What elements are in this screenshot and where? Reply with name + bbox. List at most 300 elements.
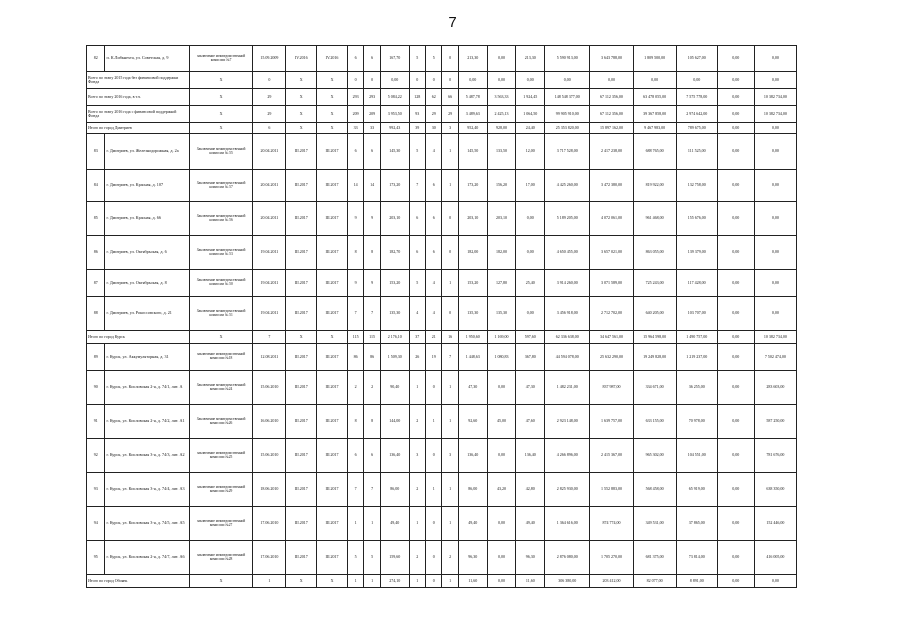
actual-date-cell: III.2017 [317,236,348,270]
value-cell: 1 [409,371,425,405]
page-number: 7 [448,14,457,31]
value-cell: 67 112 356,00 [590,89,633,106]
value-cell: 24,40 [516,123,545,134]
value-cell: 6 [426,170,442,202]
value-cell: 0,00 [717,541,754,575]
value-cell: 1 924,45 [516,89,545,106]
value-cell: 6 [409,236,425,270]
actual-date-cell: III.2017 [317,541,348,575]
planned-date-cell: III.2017 [286,170,317,202]
value-cell: 5 [409,134,425,170]
row-number-cell: 86 [87,236,105,270]
address-cell: г. Дмитриев, ул. Красная, д. 107 [105,170,189,202]
planned-date-cell: III.2017 [286,507,317,541]
table-row [87,507,797,541]
subtotal-row [87,331,797,344]
value-cell: 8 [347,405,363,439]
value-cell: 0,00 [717,134,754,170]
value-cell: 7 [364,297,380,331]
table-row [87,134,797,170]
value-cell: 3 717 528,00 [545,134,590,170]
value-cell: 145,50 [458,134,487,170]
value-cell: 82 077,00 [633,575,676,588]
subtotal-label-cell: Итого по город Обоянь [87,575,190,588]
value-cell: 0,00 [717,405,754,439]
address-cell: г. Дмитриев, ул. Октябрьская, д. 6 [105,236,189,270]
table-row [87,236,797,270]
value-cell: 2 [409,541,425,575]
value-cell: 293 [364,89,380,106]
table-row [87,371,797,405]
value-cell: 3 914 260,00 [545,270,590,297]
value-cell: 104 551,00 [676,439,717,473]
value-cell: 0,00 [754,46,796,72]
row-number-cell: 90 [87,371,105,405]
recognition-date-cell: 19.04.2011 [253,236,286,270]
value-cell: 152 446,00 [754,507,796,541]
value-cell: 5 084,22 [380,89,409,106]
value-cell: 0 [442,202,458,236]
value-cell: 7 [442,344,458,371]
recognition-date-cell: 16.06.2010 [253,405,286,439]
value-cell: 9 467 983,00 [633,123,676,134]
marker-cell: X [189,123,253,134]
row-number-cell: 82 [87,46,105,72]
value-cell: 274,10 [380,575,409,588]
value-cell: 39 [409,123,425,134]
value-cell: 0,00 [487,46,516,72]
value-cell: 70 978,00 [676,405,717,439]
value-cell: 47,30 [516,371,545,405]
value-cell: 293 [347,89,363,106]
row-number-cell: 95 [87,541,105,575]
table-row [87,170,797,202]
value-cell: 0,00 [516,202,545,236]
planned-date-cell: III.2017 [286,236,317,270]
value-cell: 36 255,00 [676,371,717,405]
value-cell: 0,00 [458,72,487,89]
document-cell: Заключение межведомственной комиссии № 51 [189,297,253,331]
value-cell: 1 639 757,00 [590,405,633,439]
value-cell: 0 [426,439,442,473]
value-cell: 92,60 [458,405,487,439]
value-cell: 2 974 642,00 [676,106,717,123]
value-cell: 6 [364,46,380,72]
value-cell: 1 490 757,00 [676,331,717,344]
value-cell: 11,60 [458,575,487,588]
value-cell: 9 [364,270,380,297]
value-cell: 5 590 913,00 [545,46,590,72]
value-cell: 49,40 [380,507,409,541]
value-cell: 47,60 [516,405,545,439]
recognition-date-cell: 20.04.2011 [253,202,286,236]
value-cell: 367,80 [516,344,545,371]
value-cell: 0,00 [717,236,754,270]
value-cell: 153,20 [380,270,409,297]
value-cell: 1 [442,371,458,405]
value-cell: 8 [364,236,380,270]
planned-date-cell: III.2017 [286,439,317,473]
value-cell: 0 [426,72,442,89]
value-cell: 0,00 [516,72,545,89]
value-cell: 43,20 [487,473,516,507]
actual-date-cell: III.2017 [317,473,348,507]
value-cell: 2 [347,371,363,405]
marker-cell: X [317,123,348,134]
value-cell: 0 [442,72,458,89]
value-cell: 568 458,00 [633,473,676,507]
value-cell: 25 353 820,00 [545,123,590,134]
recognition-date-cell: 15.06.2010 [253,371,286,405]
address-cell: г. Курск, ул. Кисловская 2-я, д. 74/1, лит. А [105,371,189,405]
value-cell: 4 072 061,00 [590,202,633,236]
value-cell: 6 [364,134,380,170]
subtotal-label-cell: Итого по город Дмитриев [87,123,190,134]
value-cell: 2 923 148,00 [545,405,590,439]
value-cell: 0,00 [717,170,754,202]
value-cell: 5 [409,46,425,72]
count-cell: 29 [253,106,286,123]
recognition-date-cell: 18.06.2010 [253,473,286,507]
value-cell: 12,00 [516,134,545,170]
value-cell: 173,20 [380,170,409,202]
value-cell: 3 [442,123,458,134]
value-cell: 182,00 [487,236,516,270]
value-cell: 105 627,00 [676,46,717,72]
value-cell: 155 676,00 [676,202,717,236]
value-cell: 3 657 021,00 [590,236,633,270]
row-number-cell: 88 [87,297,105,331]
marker-cell: X [317,72,348,89]
value-cell: 3 563,33 [487,89,516,106]
planned-date-cell: III.2017 [286,473,317,507]
value-cell: 0,00 [717,331,754,344]
subtotal-row [87,106,797,123]
count-cell: 1 [253,575,286,588]
value-cell: 86 [364,344,380,371]
value-cell: 2 425,13 [487,106,516,123]
value-cell: 103 707,00 [676,297,717,331]
value-cell: 6 [347,439,363,473]
value-cell: 349 531,00 [633,507,676,541]
value-cell: 115 [347,331,363,344]
table-row [87,270,797,297]
value-cell: 3 456 918,00 [545,297,590,331]
address-cell: г. Курск, ул. Аккумуляторная, д. 31 [105,344,189,371]
value-cell: 203,10 [458,202,487,236]
value-cell: 5 189 205,00 [545,202,590,236]
value-cell: 0,00 [516,297,545,331]
marker-cell: X [189,72,253,89]
value-cell: 203 412,00 [590,575,633,588]
value-cell: 2 417 238,00 [590,134,633,170]
value-cell: 4 [426,297,442,331]
value-cell: 34 647 561,00 [590,331,633,344]
value-cell: 688 765,00 [633,134,676,170]
value-cell: 1 [409,575,425,588]
value-cell: 86,00 [380,473,409,507]
value-cell: 1 [347,575,363,588]
value-cell: 0,00 [717,575,754,588]
document-cell: заключение межведомственной комиссии №28 [189,541,253,575]
value-cell: 5 [347,541,363,575]
value-cell: 99 905 910,00 [545,106,590,123]
document-cell: заключение межведомственной комиссии №7 [189,46,253,72]
value-cell: 0,00 [754,202,796,236]
value-cell: 63 478 055,00 [633,89,676,106]
actual-date-cell: III.2017 [317,202,348,236]
recognition-date-cell: 15.09.2009 [253,46,286,72]
value-cell: 1 705 270,00 [590,541,633,575]
value-cell: 1 364 616,00 [545,507,590,541]
value-cell: 0,00 [717,344,754,371]
value-cell: 30 [426,123,442,134]
marker-cell: X [317,331,348,344]
value-cell: 19 [426,344,442,371]
value-cell: 0,00 [717,473,754,507]
value-cell: 47,30 [458,371,487,405]
value-cell: 5 [426,46,442,72]
value-cell: 597,60 [516,331,545,344]
value-cell: 29 [442,106,458,123]
table-row [87,344,797,371]
value-cell: 781 676,00 [754,439,796,473]
value-cell: 135,30 [458,297,487,331]
value-cell: 0,00 [487,541,516,575]
value-cell: 3 071 589,00 [590,270,633,297]
value-cell: 7 575 778,00 [676,89,717,106]
value-cell: 11,60 [516,575,545,588]
value-cell: 19 249 828,00 [633,344,676,371]
value-cell: 0,00 [487,72,516,89]
planned-date-cell: III.2017 [286,344,317,371]
value-cell: 0,00 [717,89,754,106]
value-cell: 0,00 [676,72,717,89]
value-cell: 1 [364,507,380,541]
value-cell: 416 005,00 [754,541,796,575]
value-cell: 1 [442,575,458,588]
row-number-cell: 92 [87,439,105,473]
value-cell: 14 [347,170,363,202]
value-cell: 3 953,50 [380,106,409,123]
value-cell: 139 379,00 [676,236,717,270]
value-cell: 15 897 162,00 [590,123,633,134]
planned-date-cell: III.2017 [286,202,317,236]
value-cell: 0 [426,507,442,541]
recognition-date-cell: 20.04.2011 [253,134,286,170]
value-cell: 0,00 [717,202,754,236]
marker-cell: X [286,106,317,123]
value-cell: 7 [364,473,380,507]
value-cell: 209 [347,106,363,123]
row-number-cell: 91 [87,405,105,439]
planned-date-cell: III.2017 [286,405,317,439]
value-cell: 0,00 [487,507,516,541]
value-cell: 0,00 [516,236,545,270]
value-cell: 4 [426,270,442,297]
value-cell: 1 064,50 [516,106,545,123]
value-cell: 66 [442,89,458,106]
value-cell: 86,00 [458,473,487,507]
actual-date-cell: III.2017 [317,371,348,405]
value-cell: 0,00 [380,72,409,89]
actual-date-cell: III.2017 [317,507,348,541]
value-cell: 2 [409,405,425,439]
value-cell: 45,00 [487,405,516,439]
marker-cell: X [189,89,253,106]
value-cell: 633 155,00 [633,405,676,439]
value-cell: 9 [347,270,363,297]
planned-date-cell: IV.2016 [286,46,317,72]
value-cell: 0,00 [754,123,796,134]
value-cell: 39 367 858,00 [633,106,676,123]
document-cell: Заключение межведомственной комиссии №26 [189,405,253,439]
value-cell: 182,70 [380,236,409,270]
value-cell: 5 [409,270,425,297]
value-cell: 1 [442,405,458,439]
value-cell: 0,00 [717,439,754,473]
value-cell: 725 243,00 [633,270,676,297]
value-cell: 874 774,00 [590,507,633,541]
value-cell: 0,00 [590,72,633,89]
value-cell: 21 [426,331,442,344]
count-cell: 0 [253,72,286,89]
value-cell: 4 425 260,00 [545,170,590,202]
planned-date-cell: III.2017 [286,371,317,405]
recognition-date-cell: 19.04.2011 [253,297,286,331]
value-cell: 159,60 [380,541,409,575]
value-cell: 4 650 455,00 [545,236,590,270]
recognition-date-cell: 17.06.2010 [253,507,286,541]
value-cell: 2 876 080,00 [545,541,590,575]
value-cell: 7 [347,297,363,331]
count-cell: 29 [253,89,286,106]
value-cell: 5 487,78 [458,89,487,106]
actual-date-cell: III.2017 [317,134,348,170]
value-cell: 25 632 290,00 [590,344,633,371]
value-cell: 33 [364,123,380,134]
value-cell: 1 448,63 [458,344,487,371]
value-cell: 587 250,00 [754,405,796,439]
value-cell: 16 [442,331,458,344]
value-cell: 1 [442,170,458,202]
actual-date-cell: IV.2016 [317,46,348,72]
value-cell: 4 [409,297,425,331]
recognition-date-cell: 17.06.2010 [253,541,286,575]
planned-date-cell: III.2017 [286,134,317,170]
value-cell: 1 [442,473,458,507]
value-cell: 213,30 [458,46,487,72]
value-cell: 7 502 474,00 [754,344,796,371]
recognition-date-cell: 12.08.2011 [253,344,286,371]
table-row [87,541,797,575]
subtotal-label-cell: Итого по город Курск [87,331,190,344]
value-cell: 961 468,00 [633,202,676,236]
document-cell: заключение межведомственной комиссии №18 [189,344,253,371]
value-cell: 0 [442,46,458,72]
value-cell: 6 [347,46,363,72]
value-cell: 9 [364,202,380,236]
address-cell: г. Дмитриев, ул. Красная, д. 66 [105,202,189,236]
value-cell: 135,30 [380,297,409,331]
document-cell: заключение межведомственной комиссии №27 [189,507,253,541]
value-cell: 1 [426,405,442,439]
marker-cell: X [286,72,317,89]
actual-date-cell: III.2017 [317,344,348,371]
value-cell: 3 489,63 [458,106,487,123]
table-row [87,473,797,507]
value-cell: 0 [442,236,458,270]
value-cell: 0,00 [487,439,516,473]
value-cell: 8 891,00 [676,575,717,588]
value-cell: 203,10 [487,202,516,236]
value-cell: 0 [426,575,442,588]
value-cell: 10 382 734,00 [754,106,796,123]
document-cell: Заключение межведомственной комиссии №24 [189,371,253,405]
value-cell: 213,30 [516,46,545,72]
address-cell: г. Курск, ул. Кисловская 2-я, д. 74/7, лит. А6 [105,541,189,575]
value-cell: 2 825 930,00 [545,473,590,507]
document-cell: Заключение межведомственной комиссии № 50 [189,270,253,297]
value-cell: 0 [442,297,458,331]
address-cell: г. Дмитриев, ул. Октябрьская, д. 8 [105,270,189,297]
marker-cell: X [317,106,348,123]
value-cell: 0,00 [717,72,754,89]
subtotal-row [87,575,797,588]
value-cell: 26 [409,344,425,371]
document-cell: Заключение межведомственной комиссии № 55 [189,134,253,170]
value-cell: 789 675,00 [676,123,717,134]
value-cell: 135,30 [487,297,516,331]
value-cell: 1 [409,507,425,541]
marker-cell: X [189,106,253,123]
value-cell: 1 [347,507,363,541]
value-cell: 0,00 [754,297,796,331]
value-cell: 7 [347,473,363,507]
count-cell: 7 [253,331,286,344]
value-cell: 96,30 [458,541,487,575]
value-cell: 2 [364,371,380,405]
value-cell: 1 482 231,00 [545,371,590,405]
value-cell: 0,00 [754,270,796,297]
value-cell: 1 [442,507,458,541]
value-cell: 0 [426,371,442,405]
value-cell: 6 [364,439,380,473]
value-cell: 49,40 [516,507,545,541]
value-cell: 681 375,00 [633,541,676,575]
value-cell: 15 964 598,00 [633,331,676,344]
value-cell: 0,00 [754,72,796,89]
value-cell: 0,00 [717,297,754,331]
value-cell: 10 382 734,00 [754,89,796,106]
value-cell: 136,40 [516,439,545,473]
value-cell: 9 [347,202,363,236]
count-cell: 6 [253,123,286,134]
subtotal-label-cell: Всего по этапу 2016 года с финансовой поддержкой Фонда [87,106,190,123]
value-cell: 209 [364,106,380,123]
value-cell: 1 552 883,00 [590,473,633,507]
marker-cell: X [317,89,348,106]
value-cell: 3 472 380,00 [590,170,633,202]
value-cell: 863 055,00 [633,236,676,270]
address-cell: г. Курск, ул. Кисловская 3-я, д. 74/3, лит. А2 [105,439,189,473]
value-cell: 4 [426,134,442,170]
document-cell: Заключение межведомственной комиссии № 57 [189,170,253,202]
value-cell: 86 [347,344,363,371]
value-cell: 0,00 [487,575,516,588]
value-cell: 127,80 [487,270,516,297]
marker-cell: X [317,575,348,588]
